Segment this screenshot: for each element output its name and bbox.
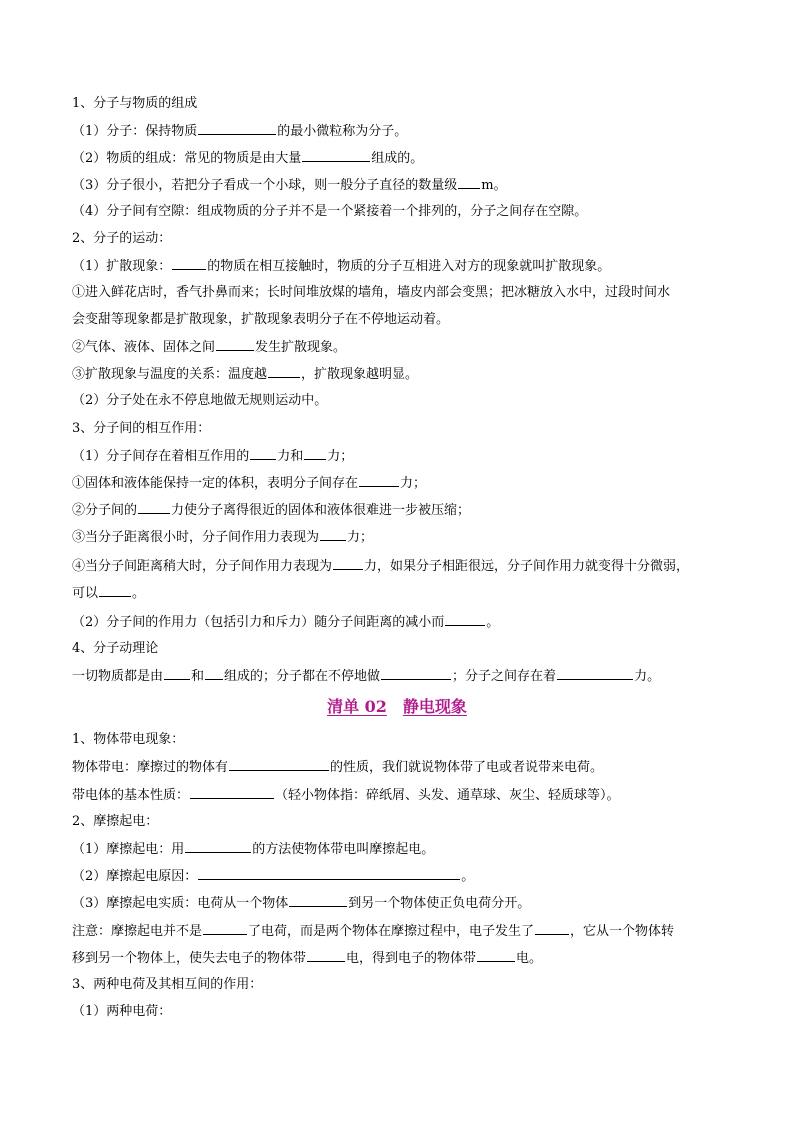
fill-blank[interactable] bbox=[216, 338, 254, 351]
heading-friction-electrification: 2、摩擦起电： bbox=[72, 814, 159, 829]
fill-blank[interactable] bbox=[307, 949, 345, 962]
text-line: （1）两种电荷： bbox=[72, 1004, 172, 1019]
text-line: （2）分子处在永不停息地做无规则运动中。 bbox=[72, 393, 328, 408]
text-line: （1）分子间存在着相互作用的 力和 力； bbox=[72, 449, 354, 464]
text-line: （1）摩擦起电：用 的方法使物体带电叫摩擦起电。 bbox=[72, 842, 435, 857]
fill-blank[interactable] bbox=[205, 667, 223, 680]
heading-charged-objects: 1、物体带电现象： bbox=[72, 732, 185, 747]
fill-blank[interactable] bbox=[229, 758, 329, 771]
fill-blank[interactable] bbox=[304, 447, 326, 460]
heading-two-charges: 3、两种电荷及其相互间的作用： bbox=[72, 977, 263, 992]
text-line: （4）分子间有空隙：组成物质的分子并不是一个紧接着一个排列的，分子之间存在空隙。 bbox=[72, 204, 588, 219]
fill-blank[interactable] bbox=[99, 584, 131, 597]
fill-blank[interactable] bbox=[535, 922, 569, 935]
text-line: （3）分子很小，若把分子看成一个小球，则一般分子直径的数量级 m。 bbox=[72, 178, 507, 193]
fill-blank[interactable] bbox=[198, 122, 276, 135]
text-line: 注意：摩擦起电并不是 了电荷，而是两个物体在摩擦过程中，电子发生了 ，它从一个物体转 bbox=[72, 924, 675, 939]
fill-blank[interactable] bbox=[333, 557, 363, 570]
text-line: 物体带电：摩擦过的物体有 的性质，我们就说物体带了电或者说带来电荷。 bbox=[72, 760, 604, 775]
fill-blank[interactable] bbox=[164, 667, 190, 680]
fill-blank[interactable] bbox=[198, 867, 460, 880]
text-line: 会变甜等现象都是扩散现象，扩散现象表明分子在不停地运动着。 bbox=[72, 312, 450, 327]
text-line: 移到另一个物体上，使失去电子的物体带 电，得到电子的物体带 电。 bbox=[72, 951, 543, 966]
fill-blank[interactable] bbox=[289, 894, 347, 907]
fill-blank[interactable] bbox=[268, 365, 300, 378]
fill-blank[interactable] bbox=[320, 528, 346, 541]
text-line: ④当分子间距离稍大时，分子间作用力表现为 力，如果分子相距很远，分子间作用力就变得十分微弱， bbox=[72, 559, 690, 574]
text-line: （1）扩散现象： 的物质在相互接触时，物质的分子互相进入对方的现象就叫扩散现象。 bbox=[72, 259, 611, 274]
heading-molecule-composition: 1、分子与物质的组成 bbox=[72, 96, 198, 111]
fill-blank[interactable] bbox=[138, 501, 170, 514]
fill-blank[interactable] bbox=[445, 613, 485, 626]
fill-blank[interactable] bbox=[381, 667, 451, 680]
fill-blank[interactable] bbox=[359, 474, 399, 487]
fill-blank[interactable] bbox=[172, 257, 206, 270]
fill-blank[interactable] bbox=[250, 447, 276, 460]
heading-kinetic-theory: 4、分子动理论 bbox=[72, 641, 159, 656]
text-line: ③当分子距离很小时，分子间作用力表现为 力； bbox=[72, 530, 374, 545]
heading-molecular-forces: 3、分子间的相互作用： bbox=[72, 421, 211, 436]
text-line: （1）分子：保持物质 的最小微粒称为分子。 bbox=[72, 124, 408, 139]
fill-blank[interactable] bbox=[477, 949, 515, 962]
text-line: ①进入鲜花店时，香气扑鼻而来；长时间堆放煤的墙角，墙皮内部会变黑；把冰糖放入水中，过段时间水 bbox=[72, 285, 671, 300]
text-line: 可以 。 bbox=[72, 586, 146, 601]
text-line: （3）摩擦起电实质：电荷从一个物体 到另一个物体使正负电荷分开。 bbox=[72, 896, 531, 911]
fill-blank[interactable] bbox=[302, 149, 370, 162]
text-line: 带电体的基本性质： （轻小物体指：碎纸屑、头发、通草球、灰尘、轻质球等）。 bbox=[72, 788, 620, 803]
section-title-electrostatics: 清单 02 静电现象 bbox=[327, 697, 467, 716]
fill-blank[interactable] bbox=[190, 786, 274, 799]
text-line: 一切物质都是由 和 组成的；分子都在不停地做 ；分子之间存在着 力。 bbox=[72, 669, 661, 684]
fill-blank[interactable] bbox=[185, 840, 251, 853]
text-line: （2）分子间的作用力（包括引力和斥力）随分子间距离的减小而 。 bbox=[72, 615, 500, 630]
heading-molecule-motion: 2、分子的运动： bbox=[72, 231, 172, 246]
text-line: ③扩散现象与温度的关系：温度越 ，扩散现象越明显。 bbox=[72, 367, 419, 382]
fill-blank[interactable] bbox=[458, 176, 480, 189]
text-line: ②分子间的 力使分子离得很近的固体和液体很难进一步被压缩； bbox=[72, 503, 471, 518]
text-line: （2）摩擦起电原因： 。 bbox=[72, 869, 475, 884]
fill-blank[interactable] bbox=[203, 922, 247, 935]
text-line: ①固体和液体能保持一定的体积，表明分子间存在 力； bbox=[72, 476, 427, 491]
fill-blank[interactable] bbox=[557, 667, 633, 680]
text-line: ②气体、液体、固体之间 发生扩散现象。 bbox=[72, 340, 347, 355]
text-line: （2）物质的组成：常见的物质是由大量 组成的。 bbox=[72, 151, 424, 166]
